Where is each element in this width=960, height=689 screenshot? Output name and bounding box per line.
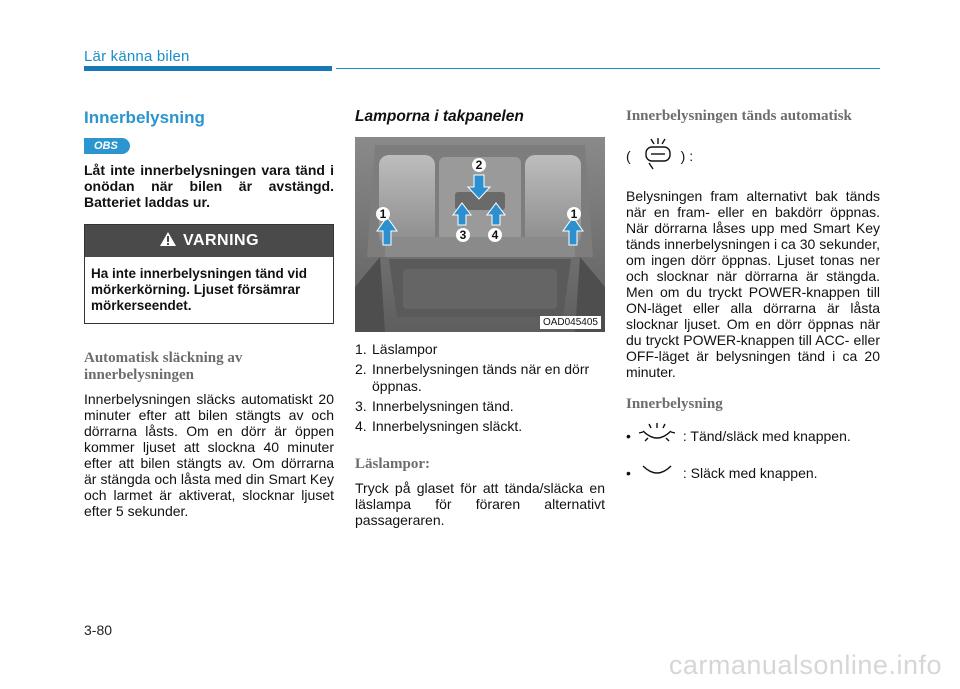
image-code: OAD045405 [540, 316, 601, 329]
header-rule [84, 66, 332, 71]
door-lamp-icon [641, 137, 675, 174]
lamp-off-icon [635, 460, 679, 485]
callout-1-left: 1 [379, 207, 387, 221]
section-title-panel: Lamporna i takpanelen [355, 108, 524, 125]
warning-header [85, 225, 333, 257]
column-left [84, 108, 334, 519]
section-title: Innerbelysning [84, 108, 205, 127]
watermark: carmanualsonline.info [668, 650, 942, 680]
callout-3: 3 [459, 228, 467, 242]
list-item: • : Släck med knappen. [626, 460, 880, 485]
list-item: 2. Innerbelysningen tänds när en dörr öppnas. [355, 361, 590, 394]
list-item: 4. Innerbelysningen släckt. [355, 418, 523, 434]
callout-2: 2 [475, 158, 483, 172]
callout-4: 4 [491, 228, 499, 242]
list-item: • : Tänd/släck med knappen. [626, 423, 880, 448]
obs-text: Låt inte innerbelysningen vara tänd i onödan när bilen är avstängd. Batteriet laddas ur. [84, 162, 334, 210]
column-middle [355, 108, 605, 528]
column-right [626, 108, 880, 497]
numbered-list [355, 341, 605, 435]
obs-badge: OBS [84, 138, 130, 154]
inner-heading: Innerbelysning [626, 396, 723, 412]
auto-off-text: Innerbelysningen släcks automatiskt 20 minuter efter att bilen stängts av och dörrarna låsts. Om en dörr är öppen kommer ljuset att slockna 40 minuter efter att bilen stängts av. Om dörrarna är stängda och låsta med din Smart Key och larmet är aktiverat, slocknar ljuset efter 5 sekunder. [84, 391, 334, 519]
door-lamp-line: ( ) : [626, 137, 880, 174]
auto-off-heading: Automatisk släckning av innerbelysningen [84, 350, 243, 383]
warning-triangle-icon [159, 227, 177, 259]
console-illustration [355, 137, 605, 332]
warning-box [84, 224, 334, 324]
reading-text: Tryck på glaset för att tända/släcka en läslampa för föraren alternativt passageraren. [355, 480, 605, 528]
lamp-on-icon [635, 423, 679, 448]
callout-1-right: 1 [570, 207, 578, 221]
overhead-console-photo [355, 137, 605, 332]
chapter-title: Lär känna bilen [84, 48, 190, 65]
auto-on-text: Belysningen fram alternativt bak tänds när en fram- eller en bakdörr öppnas. När dörrarna låses upp med Smart Key tänds innerbelysningen i ca 30 sekunder, om ingen dörr öppnas. Ljuset tonas ner och slocknar när dörrarna är stängda. Men om du tryckt POWER-knappen till ON-läget eller alla dörrarna är låsta slocknar ljuset. Om en dörr öppnas när du tryckt POWER-knappen till ACC- eller OFF-läget är belysningen tänd i ca 20 minuter. [626, 188, 880, 380]
reading-heading: Läslampor: [355, 456, 430, 472]
page-number: 3-80 [84, 622, 113, 638]
warning-text: Ha inte innerbelysningen tänd vid mörkerkörning. Ljuset försämrar mörkerseendet. [91, 266, 308, 313]
warning-title: VARNING [182, 232, 260, 249]
auto-on-heading: Innerbelysningen tänds automatisk [626, 108, 852, 124]
list-item: 1. Läslampor [355, 341, 438, 357]
list-item: 3. Innerbelysningen tänd. [355, 398, 514, 414]
header-rule-thin [336, 68, 880, 69]
